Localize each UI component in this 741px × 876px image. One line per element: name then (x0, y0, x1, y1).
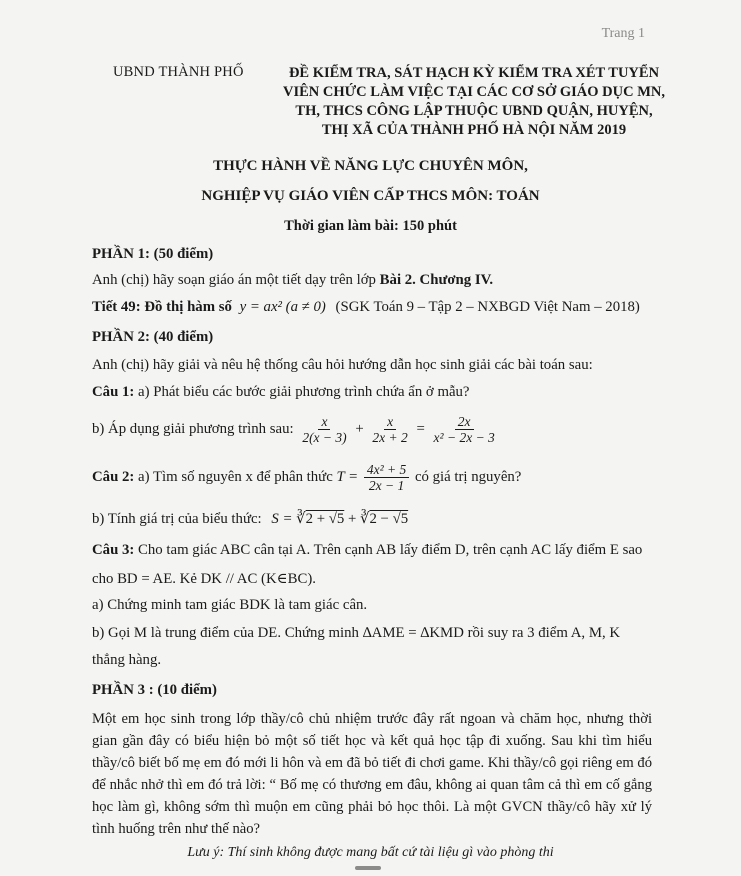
part1-task-text: Anh (chị) hãy soạn giáo án một tiết dạy trên lớp (92, 272, 380, 288)
plus-sign: + (355, 420, 364, 437)
fraction (431, 414, 498, 445)
part1-task (92, 272, 493, 289)
question-1a-text: a) Phát biểu các bước giải phương trình chứa ẩn ở mẫu? (134, 384, 470, 400)
question-2a-tail: có giá trị nguyên? (414, 468, 522, 485)
exam-note: Lưu ý: Thí sinh không được mang bất cứ tài liệu gì vào phòng thi (187, 845, 554, 860)
lesson-title: Tiết 49: Đồ thị hàm số (92, 299, 232, 315)
exam-title-line: ĐỀ KIỂM TRA, SÁT HẠCH KỲ KIỂM TRA XÉT TUYỂN (288, 65, 660, 81)
part3-heading: PHẦN 3 : (10 điểm) (92, 682, 217, 698)
question-1-label: Câu 1: (92, 384, 135, 400)
exam-title-line: THỊ XÃ CỦA THÀNH PHỐ HÀ NỘI NĂM 2019 (321, 122, 627, 138)
subject-line-2: NGHIỆP VỤ GIÁO VIÊN CẤP THCS MÔN: TOÁN (201, 188, 540, 204)
expression-lhs: S = (271, 511, 297, 527)
question-3b-line-1: b) Gọi M là trung điểm của DE. Chứng minh ∆AME = ∆KMD rồi suy ra 3 điểm A, M, K (92, 625, 621, 641)
question-2b-text: b) Tính giá trị của biểu thức: (92, 511, 262, 527)
time-limit: Thời gian làm bài: 150 phút (284, 218, 457, 234)
question-3b-line-2: thẳng hàng. (92, 652, 162, 668)
question-2a (92, 462, 521, 493)
question-2-label: Câu 2: (92, 468, 135, 485)
plus-sign: + (344, 511, 361, 527)
cube-root-sign: ∛ (296, 511, 306, 527)
fraction-numerator: 4x² + 5 (364, 462, 409, 478)
cube-root-sign: ∛ (360, 511, 370, 527)
fraction-numerator: x (318, 414, 330, 430)
part3-body: Một em học sinh trong lớp thầy/cô chủ nhiệm trước đây rất ngoan và chăm học, nhưng thời gian gần đây có biểu hiện bỏ một số tiết học và kết quả học tập đi xuống. Sau khi tìm hiểu thầy/cô biết bố mẹ em đó mới li hôn và em đã bỏ tiết đi chơi game. Khi thầy/cô gọi riêng em đó để nhắc nhở thì em đó trả lời: “ Bố mẹ có thương em đâu, không ai quan tâm cả thì em cố gắng học làm gì, không sớm thì muộn em cũng phải bỏ học thôi. Là một GVCN thầy/cô hãy xử lý tình huống trên như thế nào? (92, 711, 652, 837)
question-3a: a) Chứng minh tam giác BDK là tam giác cân. (92, 597, 368, 613)
part2-heading: PHẦN 2: (40 điểm) (92, 329, 214, 345)
org-name: UBND THÀNH PHỐ (113, 64, 244, 80)
part1-lesson (92, 299, 640, 316)
question-1b-text: b) Áp dụng giải phương trình sau: (92, 420, 294, 437)
fraction-numerator: x (384, 414, 396, 430)
fraction-denominator: x² − 2x − 3 (433, 430, 495, 445)
radicand: 2 − √5 (369, 511, 409, 527)
subject-line-1: THỰC HÀNH VỀ NĂNG LỰC CHUYÊN MÔN, (213, 158, 528, 174)
fraction (364, 462, 409, 493)
question-3-line-1 (92, 542, 642, 559)
exam-title (283, 64, 665, 140)
equals-sign: = (416, 420, 425, 437)
question-3-text: Cho tam giác ABC cân tại A. Trên cạnh AB lấy điểm D, trên cạnh AC lấy điểm E sao (134, 542, 643, 558)
lesson-formula: y = ax² (a ≠ 0) (239, 299, 326, 315)
part1-task-bold: Bài 2. Chương IV. (379, 272, 494, 288)
fraction (369, 414, 410, 445)
cropped-text-fragment (355, 866, 381, 870)
question-1a (92, 384, 470, 401)
part1-heading: PHẦN 1: (50 điểm) (92, 246, 214, 262)
fraction (299, 414, 349, 445)
fraction-variable: T = (336, 468, 359, 485)
lesson-source: (SGK Toán 9 – Tập 2 – NXBGD Việt Nam – 2018) (335, 299, 640, 315)
question-3-line-2: cho BD = AE. Kẻ DK // AC (K∈BC). (92, 571, 316, 587)
exam-title-line: VIÊN CHỨC LÀM VIỆC TẠI CÁC CƠ SỞ GIÁO DỤC MN, (283, 84, 665, 100)
page-number: Trang 1 (601, 26, 645, 41)
part2-intro: Anh (chị) hãy giải và nêu hệ thống câu hỏi hướng dẫn học sinh giải các bài toán sau: (92, 357, 593, 373)
fraction-denominator: 2x + 2 (372, 430, 408, 445)
fraction-numerator: 2x (455, 414, 474, 430)
fraction-denominator: 2x − 1 (368, 478, 405, 493)
exam-title-line: TH, THCS CÔNG LẬP THUỘC UBND QUẬN, HUYỆN, (295, 103, 653, 119)
question-2a-text: a) Tìm số nguyên x để phân thức (134, 468, 337, 485)
radicand: 2 + √5 (305, 511, 345, 527)
fraction-denominator: 2(x − 3) (302, 430, 347, 445)
question-3-label: Câu 3: (92, 542, 135, 558)
question-1b (92, 414, 500, 445)
question-2b (92, 510, 408, 528)
